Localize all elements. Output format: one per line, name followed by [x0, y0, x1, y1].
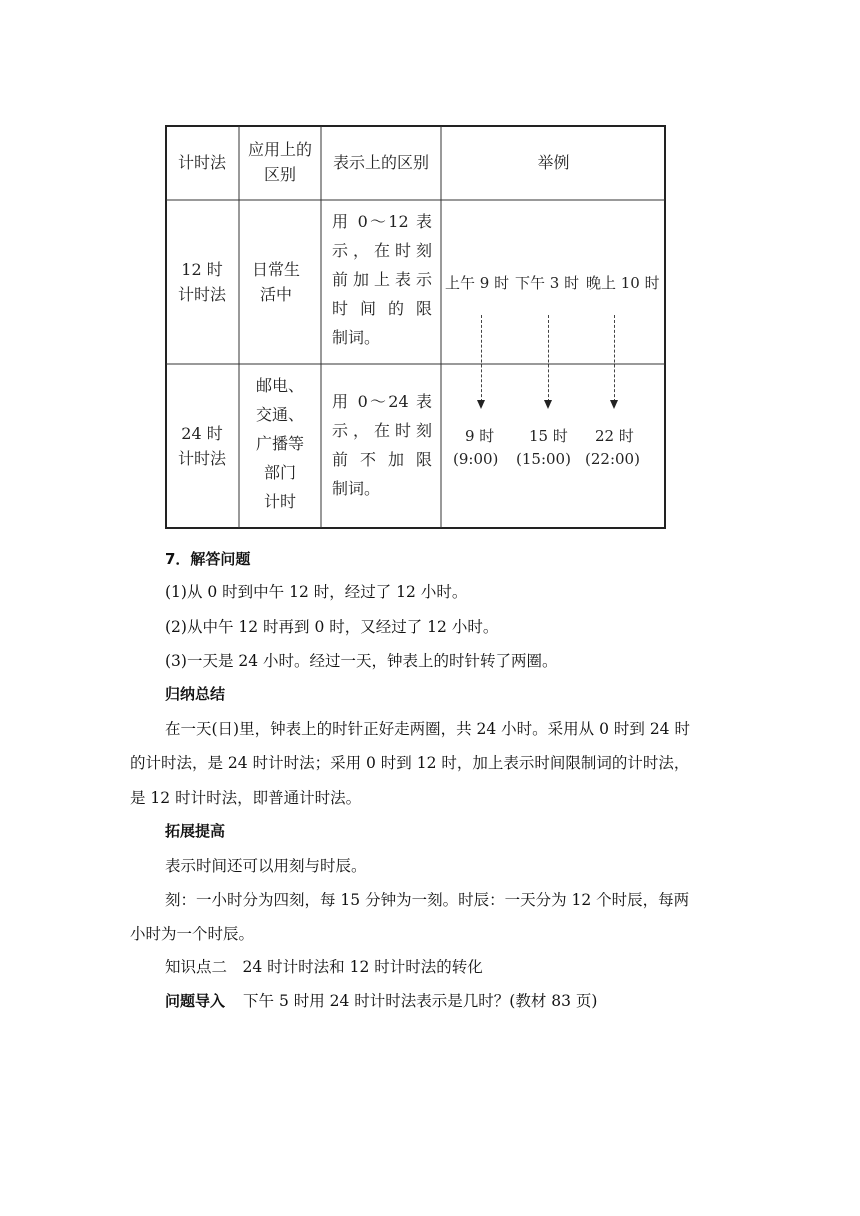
row24-method: 24 时计时法 — [177, 424, 226, 468]
row24-repr-line-4: 制词。 — [332, 479, 381, 498]
conversion-arrow-2 — [548, 315, 549, 407]
summary-line-2: 的计时法，是 24 时计时法；采用 0 时到 12 时，加上表示时间限制词的计时法， — [130, 754, 690, 772]
row24-example-1-hour: 9 时 — [465, 427, 495, 445]
row24-usage-line-2: 交通、 — [255, 405, 304, 424]
timekeeping-comparison-table — [165, 125, 666, 529]
row12-usage: 日常生活中 — [251, 260, 300, 304]
row24-usage-line-5: 计时 — [263, 492, 296, 511]
question-7-title: 7．解答问题 — [165, 550, 251, 568]
row24-example-2-hour: 15 时 — [529, 427, 568, 445]
summary-heading: 归纳总结 — [165, 685, 226, 703]
extension-line-1: 表示时间还可以用刻与时辰。 — [165, 857, 367, 875]
row24-repr-line-1: 用 0～24 表 — [332, 392, 432, 411]
header-example: 举例 — [537, 153, 570, 172]
question-7-item-2: (2)从中午 12 时再到 0 时，又经过了 12 小时。 — [165, 618, 499, 636]
knowledge-point-2-title: 知识点二 24 时计时法和 12 时计时法的转化 — [165, 958, 483, 976]
row12-repr-line-4: 时间的限 — [332, 299, 432, 318]
row24-example-3-hour: 22 时 — [595, 427, 634, 445]
row12-repr-line-3: 前加上表示 — [332, 270, 432, 289]
problem-intro-label: 问题导入 — [165, 992, 226, 1010]
row12-repr-line-5: 制词。 — [332, 328, 381, 347]
row12-repr-line-2: 示，在时刻 — [332, 241, 432, 260]
conversion-arrow-3 — [614, 315, 615, 407]
summary-line-1: 在一天(日)里，钟表上的时针正好走两圈，共 24 小时。采用从 0 时到 24 时 — [165, 720, 690, 738]
problem-intro-text: 下午 5 时用 24 时计时法表示是几时？(教材 83 页) — [243, 992, 598, 1010]
row24-example-3-value: (22:00) — [585, 450, 640, 468]
conversion-arrow-1 — [481, 315, 482, 407]
row24-usage-line-4: 部门 — [263, 463, 296, 482]
summary-line-3: 是 12 时计时法，即普通计时法。 — [130, 789, 362, 807]
header-usage: 应用上的区别 — [247, 140, 312, 184]
question-7-item-1: (1)从 0 时到中午 12 时，经过了 12 小时。 — [165, 583, 468, 601]
row12-example-morning: 上午 9 时 — [445, 274, 510, 292]
row24-repr-line-3: 前不加限 — [332, 450, 432, 469]
header-method: 计时法 — [177, 153, 226, 172]
extension-line-2: 刻：一小时分为四刻，每 15 分钟为一刻。时辰：一天分为 12 个时辰，每两 — [165, 891, 690, 909]
extension-heading: 拓展提高 — [165, 822, 226, 840]
row12-example-evening: 晚上 10 时 — [586, 274, 660, 292]
row24-usage-line-3: 广播等 — [255, 434, 304, 453]
row24-usage-line-1: 邮电、 — [255, 376, 304, 395]
problem-intro — [165, 991, 597, 1011]
header-representation: 表示上的区别 — [332, 153, 429, 172]
row12-example-afternoon: 下午 3 时 — [515, 274, 580, 292]
row12-method: 12 时计时法 — [177, 260, 226, 304]
row24-example-1-value: (9:00) — [453, 450, 499, 468]
row24-repr-line-2: 示，在时刻 — [332, 421, 432, 440]
extension-line-3: 小时为一个时辰。 — [130, 925, 255, 943]
question-7-item-3: (3)一天是 24 小时。经过一天，钟表上的时针转了两圈。 — [165, 652, 558, 670]
row24-example-2-value: (15:00) — [516, 450, 571, 468]
row12-repr-line-1: 用 0～12 表 — [332, 212, 432, 231]
